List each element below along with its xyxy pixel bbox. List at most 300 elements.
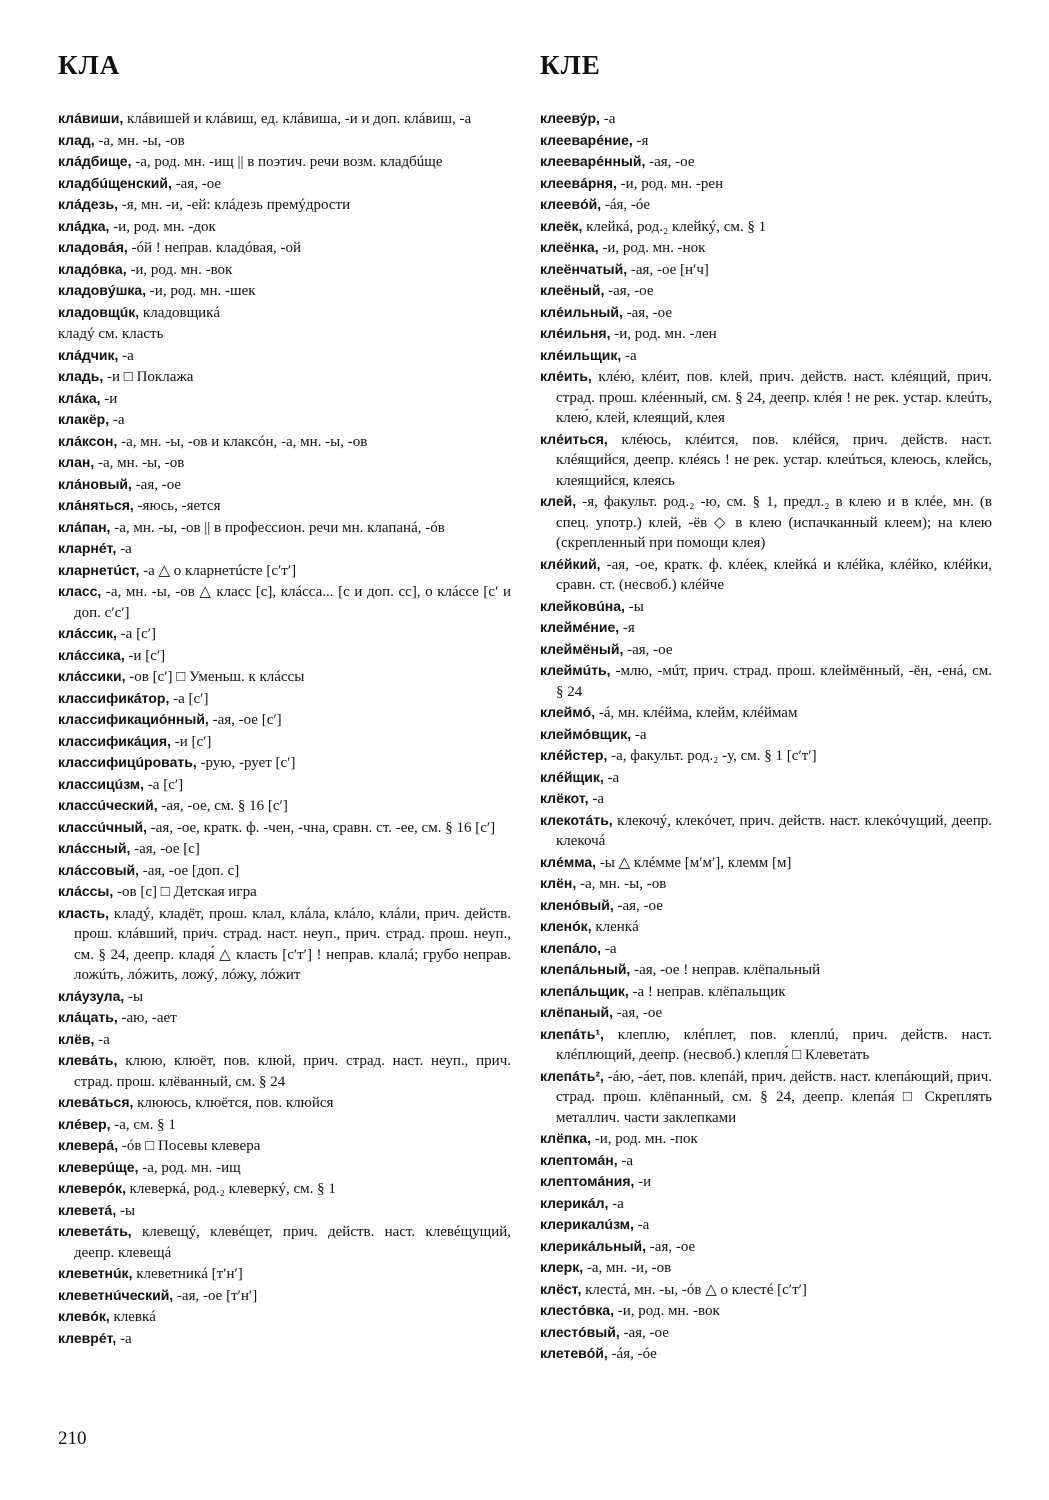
dictionary-entry bbox=[540, 237, 992, 259]
entry-definition: клестá, мн. -ы, -óв △ о клестé [сʹтʹ] bbox=[581, 1281, 807, 1298]
headword: клáссика, bbox=[58, 646, 125, 663]
entry-definition: клéю, клéит, пов. клей, прич. действ. наст. клéящий, прич. страд. прош. клéенный, см. § 24, деепр. клéя ! не рек. устар. клеúть, клею́, клей, клеящий, клея bbox=[556, 369, 992, 426]
dictionary-entry bbox=[58, 817, 511, 839]
entry-definition: -и, род. мн. -нок bbox=[598, 240, 706, 256]
dictionary-entry bbox=[58, 388, 511, 410]
dictionary-entry bbox=[58, 795, 511, 817]
dictionary-entry bbox=[58, 237, 511, 259]
entry-definition: -а, мн. -и, -ов bbox=[583, 1260, 672, 1276]
dictionary-entry bbox=[58, 623, 511, 645]
entry-definition: -ая, -ое, кратк. ф. клéек, клейкá и клéйка, клéйко, клéйки, сравн. ст. (несвоб.) клéйче bbox=[556, 556, 992, 593]
headword: клевáться, bbox=[58, 1094, 134, 1110]
dictionary-entry bbox=[58, 1285, 511, 1307]
headword: клепáть², bbox=[540, 1067, 604, 1084]
dictionary-entry bbox=[58, 1050, 511, 1092]
dictionary-entry bbox=[540, 981, 992, 1003]
entry-definition: -ая, -ое bbox=[645, 154, 695, 170]
entry-definition: клекочý, клекóчет, прич. действ. наст. клекóчущий, деепр. клекочá bbox=[556, 812, 992, 849]
entry-definition: -а ! неправ. клёпальщик bbox=[628, 983, 786, 1000]
headword: кларнетúст, bbox=[58, 561, 140, 578]
dictionary-entry bbox=[58, 323, 511, 345]
entry-definition: -а bbox=[588, 791, 604, 807]
headword: клеймéние, bbox=[540, 619, 620, 635]
headword: клейковúна, bbox=[540, 597, 625, 614]
entry-definition: -ая, -ое bbox=[171, 175, 222, 192]
headword: кладóвка, bbox=[58, 260, 127, 277]
entry-definition: -ая, -ое, см. § 16 [сʹ] bbox=[157, 798, 288, 814]
headword: клекотáть, bbox=[540, 811, 613, 828]
headword: клерикалúзм, bbox=[540, 1216, 634, 1232]
entry-definition: -аю, -ает bbox=[117, 1010, 177, 1026]
entry-definition: -ая, -ое bbox=[622, 304, 673, 321]
dictionary-entry bbox=[58, 538, 511, 560]
page-number: 210 bbox=[58, 1428, 87, 1449]
headword: клеветá, bbox=[58, 1201, 117, 1218]
entry-definition: -áя, -óе bbox=[601, 197, 651, 213]
right-column bbox=[540, 108, 992, 1365]
entry-definition: -ов [с] □ Детская игра bbox=[113, 884, 257, 900]
headword: клеймóвщик, bbox=[540, 725, 632, 742]
dictionary-entry bbox=[540, 108, 992, 130]
entry-definition: -а [сʹ] bbox=[144, 776, 184, 793]
entry-definition: -а bbox=[116, 1330, 132, 1347]
entry-definition: -ая, -ое bbox=[613, 1005, 663, 1021]
headword: клéильный, bbox=[540, 303, 623, 320]
entry-definition: -я bbox=[619, 620, 635, 636]
entry-definition: клеверкá, род.₂ клеверкý, см. § 1 bbox=[125, 1181, 336, 1197]
entry-definition: -я, мн. -и, -ей: клáдезь премýдрости bbox=[118, 197, 351, 213]
dictionary-entry bbox=[540, 1024, 992, 1066]
headword: классификáция, bbox=[58, 732, 171, 749]
entry-definition: -и, род. мн. -пок bbox=[591, 1131, 698, 1147]
entry-definition: -и, род. мн. -шек bbox=[146, 283, 256, 299]
entry-definition: -ая, -ое, кратк. ф. -чен, -чна, сравн. ст. -ее, см. § 16 [сʹ] bbox=[147, 819, 496, 836]
headword: клепáльный, bbox=[540, 961, 631, 977]
dictionary-entry bbox=[58, 1092, 511, 1114]
entry-definition: -и, род. мн. -вок bbox=[613, 1303, 720, 1319]
right-header: КЛЕ bbox=[540, 50, 601, 80]
headword: классицúзм, bbox=[58, 775, 145, 792]
entry-definition: -ы bbox=[116, 1202, 136, 1219]
headword: кленóвый, bbox=[540, 896, 614, 913]
headword: клéмма, bbox=[540, 853, 597, 870]
dictionary-entry bbox=[540, 1257, 992, 1279]
dictionary-entry bbox=[540, 429, 992, 492]
dictionary-entry bbox=[540, 895, 992, 917]
entry-definition: -а, род. мн. -ищ || в поэтич. речи возм. кладбúще bbox=[131, 154, 443, 170]
headword: клеверá, bbox=[58, 1137, 119, 1153]
dictionary-entry bbox=[58, 1306, 511, 1328]
entry-definition: -рую, -рует [сʹ] bbox=[196, 755, 296, 771]
headword: клеветнúк, bbox=[58, 1265, 133, 1281]
dictionary-entry bbox=[540, 745, 992, 767]
headword: кладовáя, bbox=[58, 239, 128, 255]
entry-definition: -а bbox=[599, 111, 616, 127]
entry-definition: -а, мн. -ы, -ов bbox=[94, 132, 185, 149]
headword: клéить, bbox=[540, 368, 592, 384]
dictionary-entry bbox=[58, 860, 511, 882]
dictionary-entry bbox=[58, 194, 511, 216]
dictionary-entry bbox=[540, 1236, 992, 1258]
entry-definition: -óй ! неправ. кладóвая, -ой bbox=[127, 240, 301, 256]
dictionary-entry bbox=[540, 194, 992, 216]
headword: клёпка, bbox=[540, 1130, 591, 1146]
headword: клáпан, bbox=[58, 518, 111, 535]
headword: клеверóк, bbox=[58, 1180, 126, 1196]
dictionary-entry bbox=[540, 724, 992, 746]
entry-definition: -ая, -ое ! неправ. клёпальный bbox=[630, 962, 821, 978]
headword: клеймúть, bbox=[540, 662, 611, 678]
headword: клееварéние, bbox=[540, 131, 633, 148]
dictionary-entry bbox=[58, 560, 511, 582]
headword: клёпаный, bbox=[540, 1004, 614, 1020]
headword: клад, bbox=[58, 131, 95, 148]
dictionary-entry bbox=[58, 1263, 511, 1285]
entry-definition: -а [сʹ] bbox=[116, 626, 157, 642]
headword: клеветáть, bbox=[58, 1223, 132, 1239]
headword: кладбúщенский, bbox=[58, 174, 172, 191]
dictionary-entry bbox=[58, 302, 511, 324]
headword: клеймёный, bbox=[540, 640, 624, 657]
dictionary-entry bbox=[540, 1002, 992, 1024]
entry-definition: -а, мн. -ы, -ов bbox=[576, 876, 667, 892]
entry-definition: -áю, -áет, пов. клепáй, прич. действ. наст. клепáющий, прич. страд. прош. клёпанный, см. § 24, деепр. клепáя □ Скреплять металлич. части заклепками bbox=[556, 1068, 992, 1126]
entry-definition: кленкá bbox=[591, 919, 639, 935]
headword: клáузула, bbox=[58, 987, 125, 1004]
dictionary-entry bbox=[540, 323, 992, 345]
entry-definition: -и, род. мн. -лен bbox=[610, 326, 717, 342]
headword: клéильщик, bbox=[540, 346, 622, 363]
dictionary-entry bbox=[58, 986, 511, 1008]
headword: клёкот, bbox=[540, 790, 589, 806]
entry-definition: клевещý, клевéщет, прич. действ. наст. клевéщущий, деепр. клевещá bbox=[74, 1224, 511, 1261]
entry-definition: клююсь, клюётся, пов. клюйся bbox=[133, 1095, 334, 1111]
dictionary-entry bbox=[58, 1328, 511, 1350]
entry-definition: -ая, -ое bbox=[613, 897, 663, 914]
entry-definition: -и [сʹ] bbox=[124, 647, 166, 664]
headword: класть, bbox=[58, 904, 109, 921]
dictionary-entry bbox=[540, 852, 992, 874]
entry-definition: -ов [сʹ] □ Уменьш. к клáссы bbox=[125, 669, 305, 685]
headword: клéйкий, bbox=[540, 555, 601, 572]
entry-definition: -ая, -ое [доп. с] bbox=[139, 862, 240, 879]
entry-definition: -óв □ Посевы клевера bbox=[118, 1138, 261, 1154]
dictionary-entry bbox=[540, 916, 992, 938]
headword: клепáть¹, bbox=[540, 1025, 604, 1042]
entry-definition: -а, род. мн. -ищ bbox=[138, 1159, 241, 1176]
dictionary-entry bbox=[58, 1029, 511, 1051]
headword: классúчный, bbox=[58, 818, 148, 835]
headword: клéйстер, bbox=[540, 747, 608, 763]
dictionary-entry bbox=[540, 1279, 992, 1301]
entry-definition: клевкá bbox=[109, 1309, 156, 1325]
headword: клестóвый, bbox=[540, 1323, 620, 1340]
headword: клакёр, bbox=[58, 411, 110, 427]
entry-definition: -а bbox=[633, 1217, 650, 1233]
dictionary-entry bbox=[58, 345, 511, 367]
headword: классúческий, bbox=[58, 797, 158, 813]
entry-definition: клейкá, род.₂ клейкý, см. § 1 bbox=[582, 218, 767, 235]
headword: клан, bbox=[58, 454, 95, 470]
dictionary-entry bbox=[540, 1193, 992, 1215]
entry-definition: -я, факульт. род.₂ -ю, см. § 1, предл.₂ в клею и в клéе, мн. (в спец. употр.) клей, -ёв ◇ в клею (испачканный клеем); на клею (скрепленный при помощи клея) bbox=[556, 494, 992, 551]
entry-definition: клéюсь, клéится, пов. клéйся, прич. действ. наст. клéящийся, деепр. клéясь ! не рек. устар. клеúться, клеюсь, клейсь, клеящийся, клеясь bbox=[556, 431, 992, 489]
dictionary-entry bbox=[58, 666, 511, 688]
headword: клáвиши, bbox=[58, 110, 124, 126]
dictionary-entry bbox=[540, 259, 992, 281]
headword: клёст, bbox=[540, 1280, 582, 1297]
headword: клéиться, bbox=[540, 430, 608, 447]
dictionary-entry bbox=[58, 1178, 511, 1200]
headword: классификациóнный, bbox=[58, 711, 209, 727]
headword: клетевóй, bbox=[540, 1345, 608, 1361]
headword: клестóвка, bbox=[540, 1302, 614, 1318]
dictionary-entry bbox=[58, 752, 511, 774]
dictionary-entry bbox=[540, 660, 992, 702]
headword: клáссики, bbox=[58, 668, 126, 684]
entry-definition: -ая, -ое bbox=[646, 1238, 696, 1255]
dictionary-entry bbox=[58, 1135, 511, 1157]
entry-definition: -а bbox=[94, 1031, 110, 1048]
dictionary-entry bbox=[540, 554, 992, 596]
entry-definition: -а, факульт. род.₂ -у, см. § 1 [сʹтʹ] bbox=[607, 748, 817, 764]
dictionary-entry bbox=[58, 216, 511, 238]
dictionary-entry bbox=[540, 873, 992, 895]
headword: клáссовый, bbox=[58, 861, 140, 878]
entry-definition: -а bbox=[603, 769, 620, 786]
dictionary-entry bbox=[540, 767, 992, 789]
headword: кладовýшка, bbox=[58, 282, 147, 298]
dictionary-entry bbox=[540, 596, 992, 618]
entry-definition: -ая, -ое [нʹч] bbox=[627, 261, 709, 278]
entry-definition: клеветникá [тʹнʹ] bbox=[132, 1266, 243, 1282]
headword: клáссик, bbox=[58, 625, 117, 641]
headword: клерк, bbox=[540, 1259, 584, 1275]
entry-definition: -а bbox=[116, 541, 132, 557]
entry-definition: -я bbox=[632, 132, 649, 149]
dictionary-entry bbox=[540, 216, 992, 238]
headword: классифицúровать, bbox=[58, 754, 197, 770]
dictionary-entry bbox=[540, 1214, 992, 1236]
entry-definition: -и, род. мн. -вок bbox=[126, 261, 233, 278]
headword: клей, bbox=[540, 493, 577, 509]
headword: клептомáн, bbox=[540, 1151, 618, 1168]
entry-definition: -а, см. § 1 bbox=[110, 1116, 176, 1133]
dictionary-entry bbox=[58, 903, 511, 986]
headword: клеверúще, bbox=[58, 1158, 139, 1175]
entry-definition: -а bbox=[118, 347, 134, 364]
headword: клееварéнный, bbox=[540, 153, 646, 169]
dictionary-entry bbox=[540, 151, 992, 173]
dictionary-entry bbox=[540, 1322, 992, 1344]
entry-definition: -áя, -óе bbox=[607, 1346, 657, 1362]
headword: клеймó, bbox=[540, 704, 596, 720]
headword: клéильня, bbox=[540, 325, 611, 341]
headword: клепáльщик, bbox=[540, 982, 629, 999]
entry-definition: -а, мн. -ы, -ов bbox=[94, 455, 185, 471]
headword: клеврéт, bbox=[58, 1329, 117, 1346]
entry-definition: -ая, -ое bbox=[604, 283, 654, 299]
dictionary-entry bbox=[540, 702, 992, 724]
entry-definition: клеплю, клéплет, пов. клеплú, прич. действ. наст. клéплющий, деепр. (несвоб.) клепля́ □ Клеветать bbox=[556, 1026, 992, 1063]
dictionary-entry bbox=[540, 1128, 992, 1150]
dictionary-entry bbox=[58, 774, 511, 796]
dictionary-entry bbox=[58, 731, 511, 753]
dictionary-entry bbox=[540, 1066, 992, 1129]
dictionary-entry bbox=[540, 345, 992, 367]
headword: клеёнка, bbox=[540, 239, 599, 255]
dictionary-entry bbox=[58, 581, 511, 623]
headword: клáдка, bbox=[58, 217, 110, 234]
dictionary-entry bbox=[540, 302, 992, 324]
headword: классификáтор, bbox=[58, 689, 170, 706]
headword: кладь, bbox=[58, 368, 104, 384]
headword: клевóк, bbox=[58, 1308, 110, 1324]
entry-definition: -а, мн. -ы, -ов и клаксóн, -а, мн. -ы, -ов bbox=[117, 433, 368, 450]
dictionary-entry bbox=[58, 173, 511, 195]
headword: клáка, bbox=[58, 389, 101, 406]
dictionary-entry bbox=[540, 366, 992, 429]
headword: клáссы, bbox=[58, 883, 114, 899]
left-column bbox=[58, 108, 511, 1349]
headword: клáдчик, bbox=[58, 346, 119, 363]
dictionary-entry bbox=[58, 881, 511, 903]
entry-definition: -а, мн. -ы, -ов △ класс [с], клáсса... [с и доп. сс], о клáссе [сʹ и доп. сʹсʹ] bbox=[74, 584, 511, 621]
headword: клеёный, bbox=[540, 282, 605, 298]
dictionary-entry bbox=[58, 838, 511, 860]
entry-definition: -а bbox=[109, 412, 125, 428]
entry-definition: -ая, -ое bbox=[623, 641, 673, 658]
headword: клеветнúческий, bbox=[58, 1286, 174, 1303]
entry-definition: клáвишей и клáвиш, ед. клáвиша, -и и доп. клáвиш, -а bbox=[123, 111, 472, 127]
dictionary-entry bbox=[58, 645, 511, 667]
headword: клéвер, bbox=[58, 1115, 111, 1132]
dictionary-entry bbox=[540, 1300, 992, 1322]
headword: клáновый, bbox=[58, 475, 132, 492]
entry-definition: -и □ Поклажа bbox=[103, 369, 194, 385]
entry-definition: -и bbox=[100, 390, 118, 407]
entry-definition: -и, род. мн. -рен bbox=[616, 175, 724, 192]
headword: кларнéт, bbox=[58, 540, 117, 556]
headword: кленóк, bbox=[540, 918, 592, 934]
dictionary-entry bbox=[58, 1157, 511, 1179]
dictionary-entry bbox=[540, 1150, 992, 1172]
dictionary-entry bbox=[58, 280, 511, 302]
entry-definition: -ая, -ое [тʹнʹ] bbox=[173, 1287, 258, 1304]
headword: клáцать, bbox=[58, 1009, 118, 1025]
dictionary-entry bbox=[540, 788, 992, 810]
entry-definition: -а [сʹ] bbox=[169, 690, 209, 707]
dictionary-entry bbox=[540, 130, 992, 152]
dictionary-entry bbox=[58, 517, 511, 539]
entry-definition: -а bbox=[631, 726, 647, 743]
dictionary-entry bbox=[58, 366, 511, 388]
headword: клáдбище, bbox=[58, 153, 132, 169]
dictionary-entry bbox=[58, 452, 511, 474]
dictionary-entry bbox=[540, 173, 992, 195]
entry-definition: -а △ о кларнетúсте [сʹтʹ] bbox=[139, 562, 297, 579]
dictionary-entry bbox=[58, 151, 511, 173]
entry-definition: -яюсь, -яется bbox=[133, 498, 221, 514]
dictionary-entry bbox=[540, 617, 992, 639]
dictionary-entry bbox=[540, 938, 992, 960]
entry-definition: -а bbox=[617, 1152, 634, 1169]
dictionary-entry bbox=[58, 431, 511, 453]
dictionary-entry bbox=[58, 709, 511, 731]
dictionary-entry bbox=[58, 1007, 511, 1029]
entry-definition: кладý см. класть bbox=[58, 326, 164, 342]
entry-definition: -а bbox=[621, 347, 637, 364]
headword: клён, bbox=[540, 875, 577, 891]
dictionary-entry bbox=[540, 280, 992, 302]
headword: клáксон, bbox=[58, 432, 118, 449]
headword: клеевáрня, bbox=[540, 174, 617, 191]
dictionary-entry bbox=[540, 491, 992, 554]
dictionary-entry bbox=[58, 1221, 511, 1263]
entry-definition: -ая, -ое [сʹ] bbox=[208, 712, 282, 728]
entry-definition: -а bbox=[601, 940, 617, 957]
entry-definition: -ы △ клéмме [мʹмʹ], клемм [м] bbox=[596, 854, 792, 871]
entry-definition: кладý, кладёт, прош. клал, клáла, клáло, клáли, прич. действ. прош. клáвший, прич. страд. наст. неуп., прич. страд. прош. неуп., см. § 24, деепр. кладя́ △ класть [сʹтʹ] ! неправ. клалá; грубо неправ. ложúть, лóжить, ложý, лóжу, лóжит bbox=[74, 905, 511, 983]
headword: клáдезь, bbox=[58, 196, 118, 212]
headword: клевáть, bbox=[58, 1052, 118, 1068]
headword: клееву́р, bbox=[540, 110, 600, 126]
headword: клепáло, bbox=[540, 939, 602, 956]
headword: клáняться, bbox=[58, 497, 134, 513]
entry-definition: -и bbox=[634, 1174, 652, 1190]
dictionary-entry bbox=[58, 688, 511, 710]
headword: клерикáл, bbox=[540, 1194, 609, 1211]
left-header: КЛА bbox=[58, 50, 121, 80]
headword: клеёнчатый, bbox=[540, 260, 628, 277]
dictionary-entry bbox=[58, 495, 511, 517]
dictionary-entry bbox=[58, 130, 511, 152]
dictionary-entry bbox=[58, 1200, 511, 1222]
dictionary-entry bbox=[540, 810, 992, 852]
entry-definition: -ы bbox=[124, 988, 144, 1005]
headword: класс, bbox=[58, 583, 102, 599]
headword: клеевóй, bbox=[540, 196, 602, 212]
entry-definition: -á, мн. клéйма, клейм, клéймам bbox=[595, 705, 798, 721]
headword: клерикáльный, bbox=[540, 1237, 647, 1254]
entry-definition: кладовщикá bbox=[139, 304, 221, 321]
dictionary-entry bbox=[540, 1343, 992, 1365]
headword: кладовщúк, bbox=[58, 303, 140, 320]
entry-definition: -ы bbox=[624, 598, 644, 615]
dictionary-entry bbox=[58, 474, 511, 496]
entry-definition: -и, род. мн. -док bbox=[109, 218, 216, 235]
headword: клáссный, bbox=[58, 840, 131, 856]
dictionary-entry bbox=[540, 639, 992, 661]
entry-definition: -а bbox=[608, 1195, 624, 1212]
dictionary-entry bbox=[58, 409, 511, 431]
headword: клеёк, bbox=[540, 217, 583, 234]
dictionary-entry bbox=[58, 259, 511, 281]
entry-definition: клюю, клюёт, пов. клюй, прич. страд. наст. неуп., прич. страд. прош. клёванный, см. § 24 bbox=[74, 1053, 511, 1090]
entry-definition: -млю, -мúт, прич. страд. прош. клеймённый, -ён, -енá, см. § 24 bbox=[556, 663, 992, 700]
dictionary-entry bbox=[540, 1171, 992, 1193]
dictionary-entry bbox=[58, 108, 511, 130]
entry-definition: -ая, -ое [с] bbox=[130, 841, 200, 857]
entry-definition: -а, мн. -ы, -ов || в профессион. речи мн. клапанá, -óв bbox=[110, 519, 445, 536]
entry-definition: -и [сʹ] bbox=[170, 733, 212, 750]
headword: клéйщик, bbox=[540, 768, 604, 785]
entry-definition: -ая, -ое bbox=[131, 476, 182, 493]
dictionary-entry bbox=[58, 1114, 511, 1136]
entry-definition: -ая, -ое bbox=[619, 1324, 669, 1341]
headword: клептомáния, bbox=[540, 1173, 635, 1189]
headword: клёв, bbox=[58, 1030, 95, 1047]
